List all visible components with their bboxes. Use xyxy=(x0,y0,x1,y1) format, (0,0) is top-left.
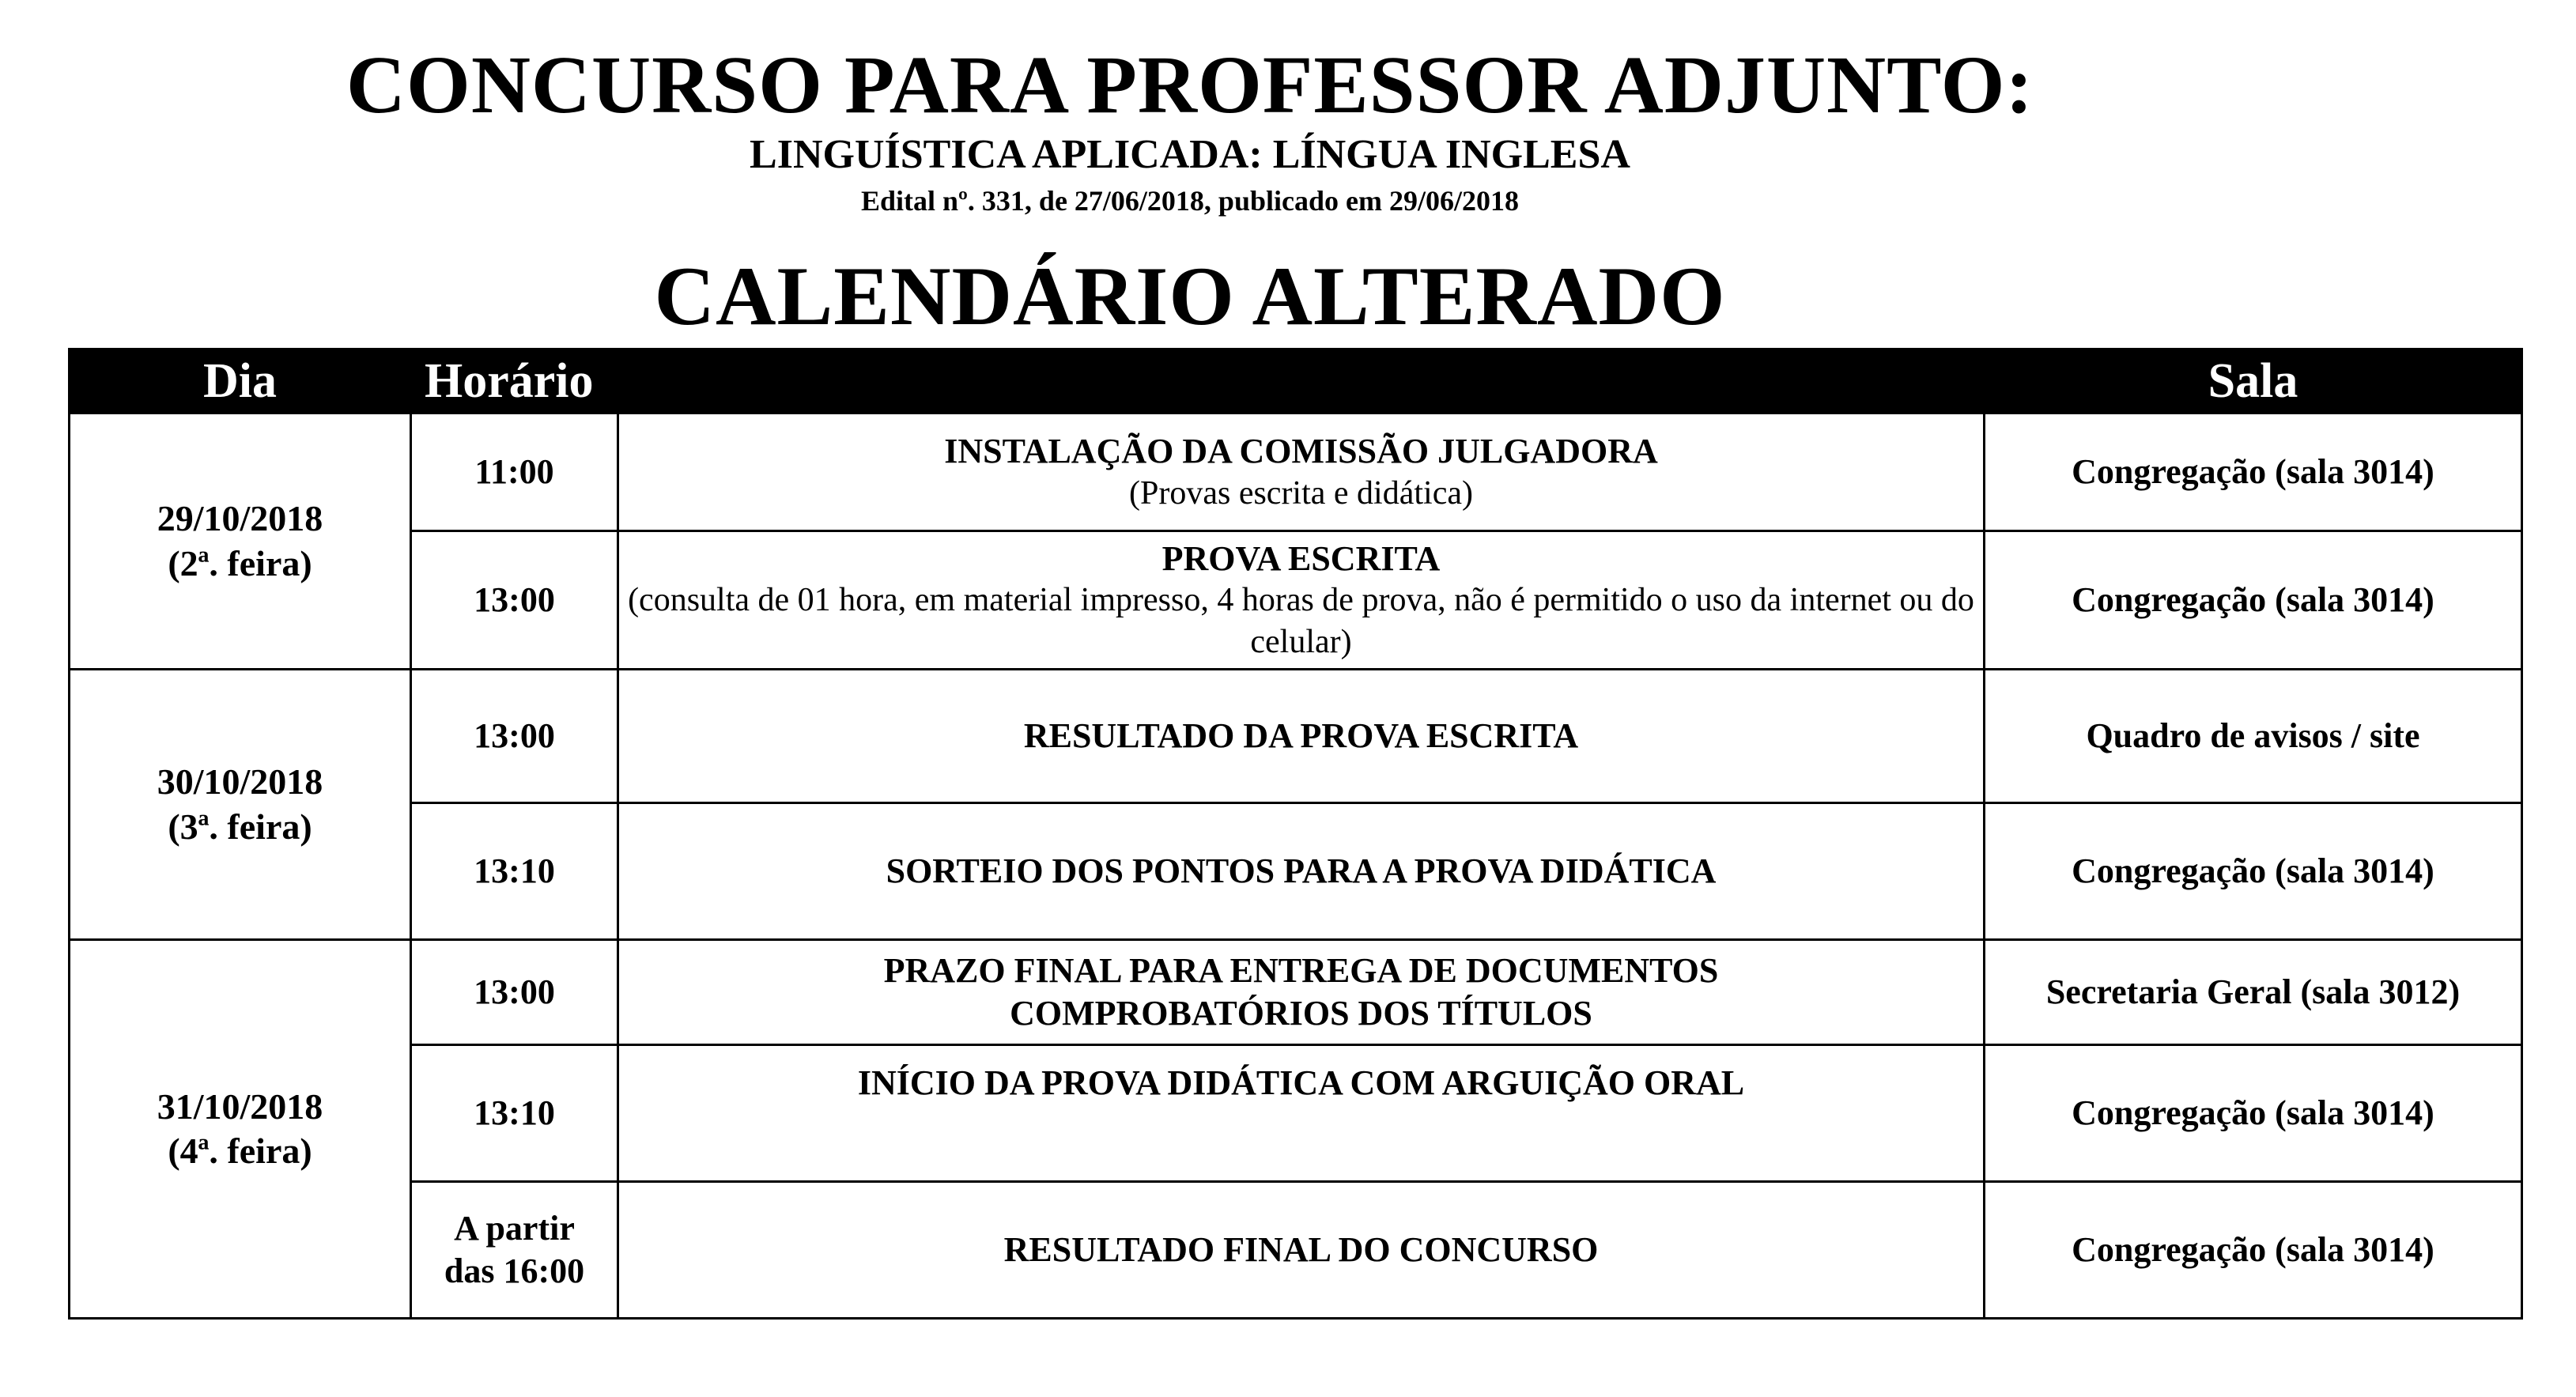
day-date: 31/10/2018 xyxy=(157,1086,323,1127)
event-cell: INÍCIO DA PROVA DIDÁTICA COM ARGUIÇÃO ORAL xyxy=(618,1045,1985,1182)
event-name: PROVA ESCRITA xyxy=(1161,538,1441,578)
table-row xyxy=(70,940,2522,1045)
subtitle: LINGUÍSTICA APLICADA: LÍNGUA INGLESA xyxy=(750,132,1630,177)
day-weekday: (3ª. feira) xyxy=(168,806,312,847)
room-cell: Quadro de avisos / site xyxy=(1985,670,2522,803)
event-name-line1: PRAZO FINAL PARA ENTREGA DE DOCUMENTOS xyxy=(883,951,1719,991)
day-cell xyxy=(70,413,411,670)
time-line2: das 16:00 xyxy=(444,1252,585,1290)
event-note: (consulta de 01 hora, em material impresso, 4 horas de prova, não é permitido o uso da internet ou do celular) xyxy=(628,582,1974,660)
day-date: 29/10/2018 xyxy=(157,498,323,539)
day-weekday: (4ª. feira) xyxy=(168,1131,312,1171)
event-cell xyxy=(618,413,1985,531)
day-cell xyxy=(70,940,411,1319)
time-cell xyxy=(411,1182,618,1319)
table-row xyxy=(70,670,2522,803)
time-cell: 13:00 xyxy=(411,531,618,670)
event-cell: SORTEIO DOS PONTOS PARA A PROVA DIDÁTICA xyxy=(618,803,1985,940)
main-title: CONCURSO PARA PROFESSOR ADJUNTO: xyxy=(346,40,2034,130)
day-weekday: (2ª. feira) xyxy=(168,542,312,583)
header-row xyxy=(70,349,2522,413)
event-name: INSTALAÇÃO DA COMISSÃO JULGADORA xyxy=(944,431,1658,470)
room-cell: Congregação (sala 3014) xyxy=(1985,803,2522,940)
day-cell xyxy=(70,670,411,940)
room-cell: Congregação (sala 3014) xyxy=(1985,1182,2522,1319)
day-date: 30/10/2018 xyxy=(157,761,323,802)
header-sala: Sala xyxy=(1985,349,2522,413)
table-row xyxy=(70,1182,2522,1319)
time-cell: 13:00 xyxy=(411,670,618,803)
time-line1: A partir xyxy=(454,1209,575,1248)
event-cell xyxy=(618,940,1985,1045)
room-cell: Congregação (sala 3014) xyxy=(1985,413,2522,531)
room-cell: Secretaria Geral (sala 3012) xyxy=(1985,940,2522,1045)
time-cell: 13:10 xyxy=(411,1045,618,1182)
time-cell: 13:00 xyxy=(411,940,618,1045)
time-cell: 11:00 xyxy=(411,413,618,531)
room-cell: Congregação (sala 3014) xyxy=(1985,1045,2522,1182)
schedule-table xyxy=(68,348,2523,1320)
event-cell: RESULTADO FINAL DO CONCURSO xyxy=(618,1182,1985,1319)
event-cell xyxy=(618,531,1985,670)
table-row xyxy=(70,413,2522,531)
header-evento xyxy=(618,349,1985,413)
calendar-title: CALENDÁRIO ALTERADO xyxy=(654,250,1726,342)
table-row xyxy=(70,531,2522,670)
room-cell: Congregação (sala 3014) xyxy=(1985,531,2522,670)
edict-reference: Edital nº. 331, de 27/06/2018, publicado em 29/06/2018 xyxy=(861,185,1519,217)
header-horario: Horário xyxy=(411,349,618,413)
event-note: (Provas escrita e didática) xyxy=(1129,474,1473,512)
event-cell: RESULTADO DA PROVA ESCRITA xyxy=(618,670,1985,803)
event-name-line2: COMPROBATÓRIOS DOS TÍTULOS xyxy=(1010,994,1592,1033)
time-cell: 13:10 xyxy=(411,803,618,940)
header-dia: Dia xyxy=(70,349,411,413)
table-row xyxy=(70,803,2522,940)
table-row xyxy=(70,1045,2522,1182)
